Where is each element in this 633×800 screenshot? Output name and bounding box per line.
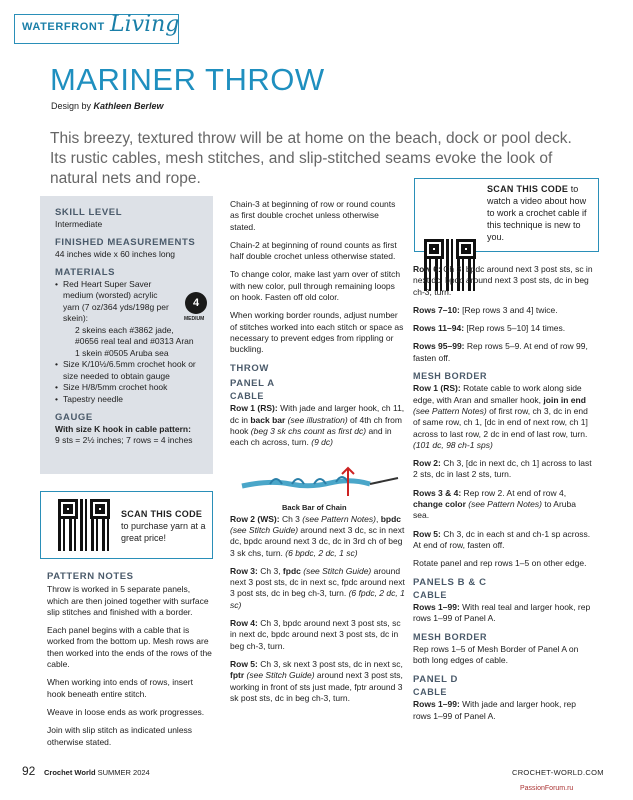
designer-credit: Design by Kathleen Berlew xyxy=(51,101,164,111)
row-instruction: Row 2 (WS): Ch 3 (see Pattern Notes), bpdc (see Stitch Guide) around next 3 dc, sc in next dc, bpdc around next 3 dc, dc in 3rd ch of beg 3 sk chs, turn. (6 bpdc, 2 dc, 1 sc) xyxy=(230,513,405,558)
note: Weave in loose ends as work progresses. xyxy=(47,706,205,717)
qr-video-text: SCAN THIS CODE to watch a video about how to work a crochet cable if this technique is new to you. xyxy=(487,184,587,242)
section-label: WATERFRONT xyxy=(22,21,105,33)
material-subitem: 2 skeins each #3862 jade, #0656 real teal and #0313 Aran xyxy=(75,324,194,346)
panels-bc-heading: PANELS B & C xyxy=(413,576,487,588)
skill-level: Intermediate xyxy=(55,218,103,229)
back-bar-illustration xyxy=(230,456,405,514)
note: Chain-2 at beginning of round counts as first half double crochet unless otherwise stated. xyxy=(230,239,397,262)
section-living-logo: Living xyxy=(110,12,180,37)
note: Join with slip stitch as indicated unless otherwise stated. xyxy=(47,725,193,747)
panel-d-heading: PANEL D xyxy=(413,673,459,685)
measurements: 44 inches wide x 60 inches long xyxy=(55,248,176,259)
website[interactable]: CROCHET-WORLD.COM xyxy=(512,768,604,777)
materials-heading: MATERIALS xyxy=(55,267,116,278)
row-instruction: Rows 95–99: Rep rows 5–9. At end of row 99, fasten off. xyxy=(413,341,588,363)
row-instruction: Rows 1–99: With jade and larger hook, rep rows 1–99 of Panel A. xyxy=(413,699,577,721)
yarn-weight-label: MEDIUM xyxy=(184,316,205,322)
cable-heading: CABLE xyxy=(413,589,447,600)
note: When working border rounds, adjust number of stitches worked into each stitch or space as necessary to prevent edges from rippling or buckling. xyxy=(230,310,404,355)
material-item: • Size H/8/5mm crochet hook xyxy=(55,382,198,394)
row-instruction: Rows 3 & 4: Rep row 2. At end of row 4, change color (see Pattern Notes) to Aruba sea. xyxy=(413,487,576,521)
row-instruction: Row 5: Ch 3, sk next 3 post sts, dc in next sc, fptr (see Stitch Guide) around next 3 post sts, working in front of sts just made, fptr around 3 sk post sts, dc in beg ch-3, turn. xyxy=(230,658,403,703)
page-title: MARINER THROW xyxy=(50,62,325,97)
row-instruction: Row 3: Ch 3, fpdc (see Stitch Guide) around next 3 post sts, dc in next sc, fpdc around next 3 post sts, dc in beg ch-3, turn. (6 fpdc, 2 dc, 1 sc) xyxy=(230,565,405,610)
gauge-value: 9 sts = 2½ inches; 7 rows = 4 inches xyxy=(55,435,193,445)
materials-sidebar xyxy=(40,196,213,474)
gauge-heading: GAUGE xyxy=(55,412,93,423)
material-item: • Size K/10½/6.5mm crochet hook or size needed to obtain gauge xyxy=(55,359,198,382)
row-instruction: Rows 7–10: [Rep rows 3 and 4] twice. xyxy=(413,304,558,315)
row-instruction: Row 5: Ch 3, dc in each st and ch-1 sp across. At end of row, fasten off. xyxy=(413,528,591,550)
panel-a-heading: PANEL A xyxy=(230,377,275,389)
note: When working into ends of rows, insert hook beneath entire stitch. xyxy=(47,677,193,699)
yarn-weight-icon: 4 xyxy=(185,292,207,314)
materials-list xyxy=(55,279,198,406)
cable-heading: CABLE xyxy=(230,391,264,402)
mesh-border-heading: MESH BORDER xyxy=(413,371,488,382)
mesh-border-heading: MESH BORDER xyxy=(413,631,488,642)
material-item: • Red Heart Super Saver medium (worsted) acrylic yarn (7 oz/364 yds/198g per skein): xyxy=(55,279,198,325)
notes-heading: PATTERN NOTES xyxy=(47,571,134,582)
row-instruction: Row 1 (RS): Rotate cable to work along side edge, with Aran and smaller hook, join in end (see Pattern Notes) of first row, ch 3, dc in end of same row, ch 1, [dc in end of next row, ch 1] across to last row, 2 dc in end of last row, turn. (101 dc, 98 ch-1 sps) xyxy=(413,383,588,450)
row-instruction: Rows 11–94: [Rep rows 5–10] 14 times. xyxy=(413,323,566,334)
cable-heading: CABLE xyxy=(413,686,447,697)
qr-purchase-text: SCAN THIS CODE to purchase yarn at a great price! xyxy=(121,509,206,543)
column-3 xyxy=(413,264,593,729)
pattern-notes xyxy=(47,567,212,755)
gauge-hook: With size K hook in cable pattern: xyxy=(55,423,191,434)
row-instruction: Rows 1–99: With real teal and larger hook, rep rows 1–99 of Panel A. xyxy=(413,602,591,624)
row-instruction: Row 2: Ch 3, [dc in next dc, ch 1] across to last 2 sts, dc in last 2 sts, turn. xyxy=(413,458,592,480)
chain-illustration-icon xyxy=(230,456,405,504)
qr-code-icon[interactable] xyxy=(58,499,110,551)
note: Throw is worked in 5 separate panels, which are then joined together with surface slip stitches and finished with a border. xyxy=(47,584,209,617)
material-item: • Tapestry needle xyxy=(55,394,198,406)
row-instruction: Rep rows 1–5 of Mesh Border of Panel A on both long edges of cable. xyxy=(413,644,579,666)
row-instruction: Rotate panel and rep rows 1–5 on other edge. xyxy=(413,558,587,569)
row-instruction: Row 1 (RS): With jade and larger hook, ch 11, dc in back bar (see illustration) of 4th ch from hook (beg 3 sk chs count as first dc) and in each ch across, turn. (9 dc) xyxy=(230,403,405,448)
page-number: 92 xyxy=(22,764,36,778)
note: Chain-3 at beginning of row or round counts as first double crochet unless otherwise stated. xyxy=(230,199,396,232)
watermark: PassionForum.ru xyxy=(520,785,574,792)
note: Each panel begins with a cable that is worked from the bottom up. Mesh rows are then worked into the ends of the rows of the cable. xyxy=(47,625,212,670)
throw-heading: THROW xyxy=(230,362,269,374)
magazine-name: Crochet World SUMMER 2024 xyxy=(44,768,150,777)
figure-caption: Back Bar of Chain xyxy=(282,502,347,512)
note: To change color, make last yarn over of stitch with new color, pull through remaining loops on hook. Fasten off old color. xyxy=(230,269,401,303)
intro-paragraph: This breezy, textured throw will be at home on the beach, dock or pool deck. Its rustic cables, mesh stitches, and slip-stitched seams evoke the look of natural nets and rope. xyxy=(50,130,572,187)
row-instruction: Row 6: Ch 3, bpdc around next 3 post sts, sc in next dc, bpdc around next 3 post sts, dc in beg ch-3, turn. xyxy=(413,264,593,297)
measurements-heading: FINISHED MEASUREMENTS xyxy=(55,237,196,248)
column-2 xyxy=(230,199,405,711)
row-instruction: Row 4: Ch 3, bpdc around next 3 post sts, sc in next dc, bpdc around next 3 post sts, dc in beg ch-3, turn. xyxy=(230,618,401,651)
skill-heading: SKILL LEVEL xyxy=(55,207,123,218)
material-subitem: 1 skein #0505 Aruba sea xyxy=(75,347,169,358)
